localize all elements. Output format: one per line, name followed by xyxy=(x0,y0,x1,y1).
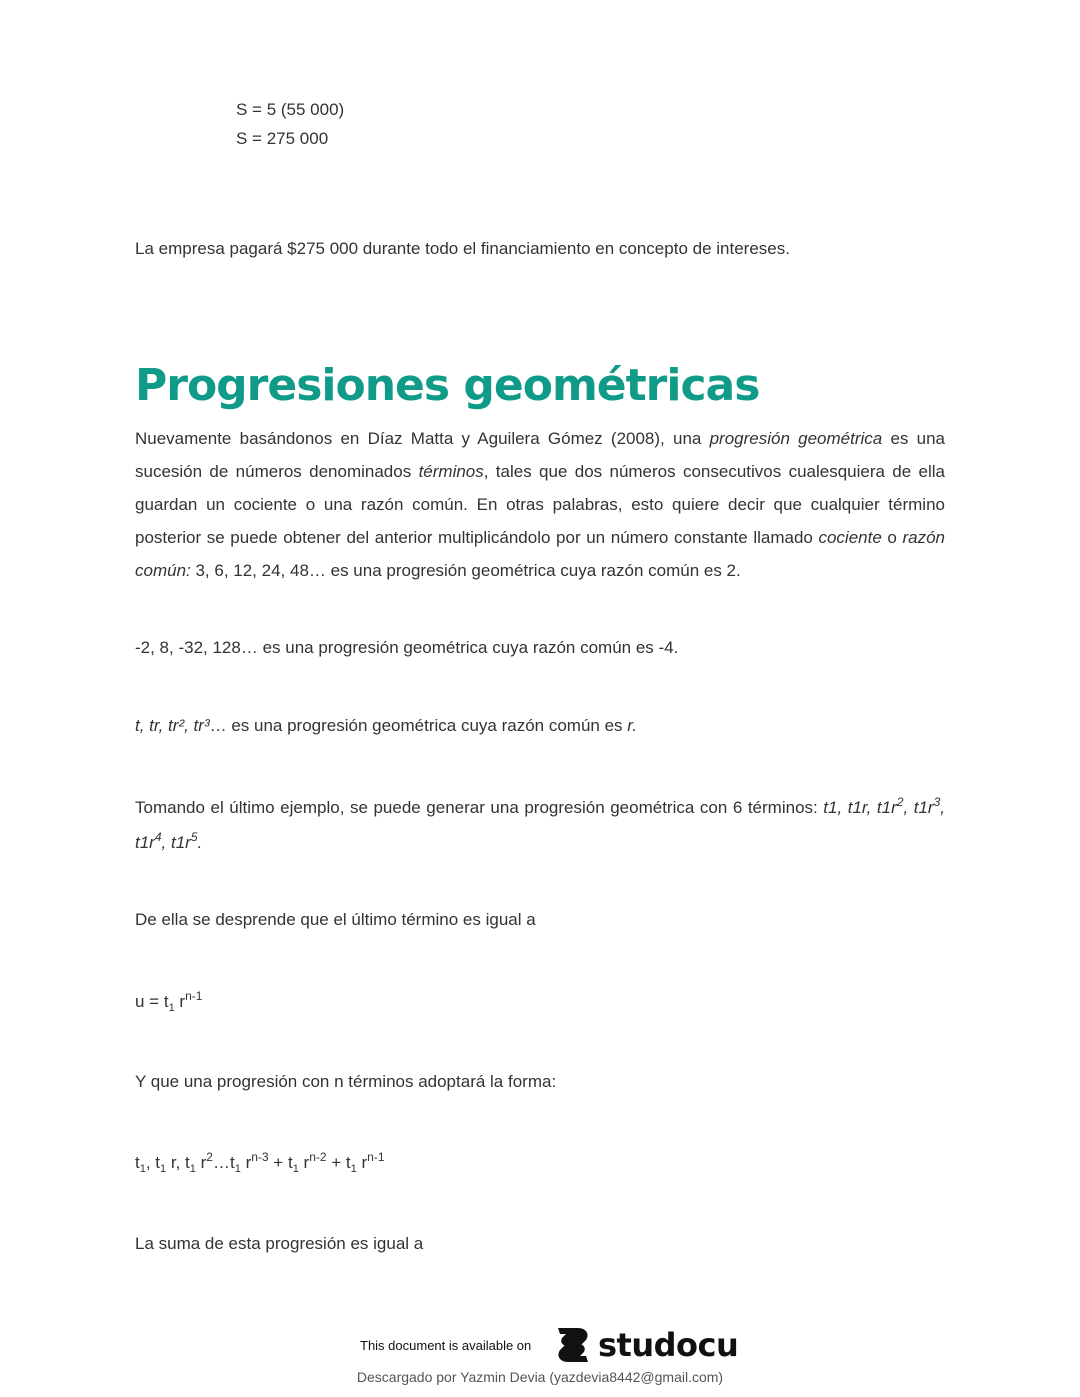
form-intro: Y que una progresión con n términos adoptará la forma: xyxy=(135,1072,557,1091)
studocu-logo[interactable] xyxy=(552,1322,738,1368)
last-term-intro: De ella se desprende que el último término es igual a xyxy=(135,910,536,929)
conclusion-text: La empresa pagará $275 000 durante todo el financiamiento en concepto de intereses. xyxy=(135,239,790,258)
studocu-brand-text: studocu xyxy=(598,1326,739,1364)
sum-intro: La suma de esta progresión es igual a xyxy=(135,1234,424,1253)
example-negative-ratio: -2, 8, -32, 128… es una progresión geométrica cuya razón común es -4. xyxy=(135,638,679,657)
example-symbolic: t, tr, tr², tr³… es una progresión geométrica cuya razón común es r. xyxy=(135,716,638,735)
footer-available-text: This document is available on xyxy=(360,1338,532,1353)
calc-line-2: S = 275 000 xyxy=(236,129,329,148)
section-heading: Progresiones geométricas xyxy=(135,360,760,411)
intro-paragraph: Nuevamente basándonos en Díaz Matta y Aguilera Gómez (2008), una progresión geométrica es una sucesión de números denominados términos, tales que dos números consecutivos cualesquiera de ella guardan un cociente o una razón común. En otras palabras, esto quiere decir que cualquier término posterior se puede obtener del anterior multiplicándolo por un número constante llamado cociente o razón común: 3, 6, 12, 24, 48… es una progresión geométrica cuya razón común es 2. xyxy=(135,429,946,580)
calc-line-1: S = 5 (55 000) xyxy=(236,100,345,119)
studocu-logo-icon xyxy=(552,1324,594,1366)
footer-downloaded-by: Descargado por Yazmin Devia (yazdevia8442@gmail.com) xyxy=(356,1369,724,1385)
formula-series: $t_1$, $t_1$ r, $t_1$ $r^2\dots t_1$ $r^{n-3} + t_1$ $r^{n-2} + t_1$ $r^{n-1}$ xyxy=(135,1150,385,1175)
formula-last-term: $u = t_1$ $r^{n-1}$ xyxy=(135,989,203,1014)
example-six-terms: Tomando el último ejemplo, se puede generar una progresión geométrica con 6 términos: t1, t1r, $t1r^2$, $t1r^3$, $t1r^4$, $t1r^5$. xyxy=(135,795,945,852)
